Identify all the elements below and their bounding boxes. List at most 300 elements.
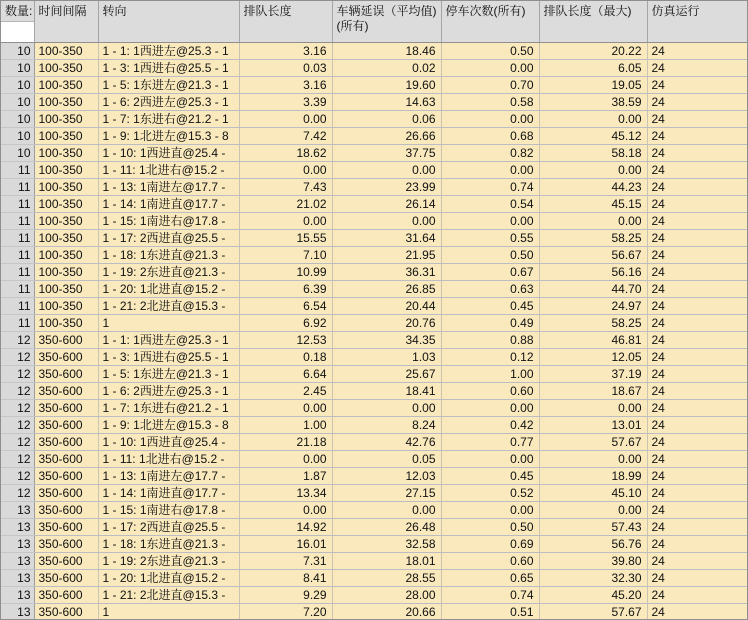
table-row[interactable]: [1, 400, 748, 417]
time-interval-cell[interactable]: 350-600: [34, 349, 98, 366]
vehicle-delay-cell[interactable]: 26.85: [332, 281, 441, 298]
queue-length-cell[interactable]: 12.53: [239, 332, 332, 349]
vehicle-delay-cell[interactable]: 1.03: [332, 349, 441, 366]
stops-count-cell[interactable]: 0.82: [441, 145, 539, 162]
vehicle-delay-cell[interactable]: 27.15: [332, 485, 441, 502]
stops-count-cell[interactable]: 0.52: [441, 485, 539, 502]
queue-length-max-cell[interactable]: 39.80: [539, 553, 647, 570]
stops-count-cell[interactable]: 0.00: [441, 502, 539, 519]
turn-cell[interactable]: 1 - 13: 1南进左@17.7 -: [98, 179, 239, 196]
vehicle-delay-cell[interactable]: 21.95: [332, 247, 441, 264]
time-interval-cell[interactable]: 350-600: [34, 570, 98, 587]
row-number-cell[interactable]: 13: [1, 502, 34, 519]
queue-length-cell[interactable]: 2.45: [239, 383, 332, 400]
queue-length-cell[interactable]: 0.00: [239, 111, 332, 128]
row-number-cell[interactable]: 12: [1, 468, 34, 485]
row-number-cell[interactable]: 11: [1, 298, 34, 315]
vehicle-delay-cell[interactable]: 20.44: [332, 298, 441, 315]
queue-length-cell[interactable]: 0.03: [239, 60, 332, 77]
table-row[interactable]: [1, 417, 748, 434]
time-interval-cell[interactable]: 350-600: [34, 536, 98, 553]
turn-cell[interactable]: 1 - 18: 1东进直@21.3 -: [98, 247, 239, 264]
queue-length-cell[interactable]: 16.01: [239, 536, 332, 553]
queue-length-max-cell[interactable]: 56.76: [539, 536, 647, 553]
time-interval-cell[interactable]: 100-350: [34, 196, 98, 213]
simulation-runs-cell[interactable]: 24: [647, 247, 748, 264]
vehicle-delay-cell[interactable]: 26.48: [332, 519, 441, 536]
time-interval-cell[interactable]: 100-350: [34, 111, 98, 128]
vehicle-delay-cell[interactable]: 26.14: [332, 196, 441, 213]
turn-cell[interactable]: 1 - 1: 1西进左@25.3 - 1: [98, 332, 239, 349]
queue-length-max-cell[interactable]: 18.67: [539, 383, 647, 400]
vehicle-delay-cell[interactable]: 20.76: [332, 315, 441, 332]
queue-length-cell[interactable]: 6.39: [239, 281, 332, 298]
table-row[interactable]: [1, 162, 748, 179]
stops-count-cell[interactable]: 0.12: [441, 349, 539, 366]
stops-count-cell[interactable]: 0.74: [441, 179, 539, 196]
row-number-cell[interactable]: 11: [1, 213, 34, 230]
row-number-cell[interactable]: 12: [1, 485, 34, 502]
queue-length-cell[interactable]: 9.29: [239, 587, 332, 604]
simulation-runs-cell[interactable]: 24: [647, 587, 748, 604]
row-number-cell[interactable]: 12: [1, 383, 34, 400]
table-row[interactable]: [1, 553, 748, 570]
stops-count-cell[interactable]: 0.60: [441, 553, 539, 570]
vehicle-delay-cell[interactable]: 12.03: [332, 468, 441, 485]
vehicle-delay-cell[interactable]: 31.64: [332, 230, 441, 247]
stops-count-cell[interactable]: 0.67: [441, 264, 539, 281]
turn-cell[interactable]: 1 - 9: 1北进左@15.3 - 8: [98, 417, 239, 434]
row-number-cell[interactable]: 11: [1, 230, 34, 247]
queue-length-max-cell[interactable]: 58.25: [539, 230, 647, 247]
vehicle-delay-cell[interactable]: 32.58: [332, 536, 441, 553]
simulation-runs-cell[interactable]: 24: [647, 213, 748, 230]
row-number-cell[interactable]: 13: [1, 536, 34, 553]
vehicle-delay-cell[interactable]: 19.60: [332, 77, 441, 94]
queue-length-max-cell[interactable]: 0.00: [539, 451, 647, 468]
stops-count-cell[interactable]: 0.58: [441, 94, 539, 111]
stops-count-cell[interactable]: 0.00: [441, 451, 539, 468]
vehicle-delay-cell[interactable]: 37.75: [332, 145, 441, 162]
row-number-cell[interactable]: 13: [1, 570, 34, 587]
queue-length-cell[interactable]: 10.99: [239, 264, 332, 281]
queue-length-cell[interactable]: 0.00: [239, 502, 332, 519]
stops-count-cell[interactable]: 0.65: [441, 570, 539, 587]
column-header-stops[interactable]: 停车次数(所有): [441, 1, 539, 43]
row-number-cell[interactable]: 10: [1, 60, 34, 77]
vehicle-delay-cell[interactable]: 34.35: [332, 332, 441, 349]
vehicle-delay-cell[interactable]: 8.24: [332, 417, 441, 434]
table-row[interactable]: [1, 230, 748, 247]
queue-length-cell[interactable]: 15.55: [239, 230, 332, 247]
vehicle-delay-cell[interactable]: 18.41: [332, 383, 441, 400]
time-interval-cell[interactable]: 350-600: [34, 519, 98, 536]
turn-cell[interactable]: 1 - 21: 2北进直@15.3 -: [98, 298, 239, 315]
time-interval-cell[interactable]: 100-350: [34, 281, 98, 298]
row-number-cell[interactable]: 10: [1, 111, 34, 128]
simulation-runs-cell[interactable]: 24: [647, 298, 748, 315]
row-number-cell[interactable]: 10: [1, 128, 34, 145]
queue-length-cell[interactable]: 0.00: [239, 451, 332, 468]
time-interval-cell[interactable]: 100-350: [34, 77, 98, 94]
queue-length-cell[interactable]: 8.41: [239, 570, 332, 587]
queue-length-max-cell[interactable]: 0.00: [539, 400, 647, 417]
stops-count-cell[interactable]: 0.68: [441, 128, 539, 145]
turn-cell[interactable]: 1 - 7: 1东进右@21.2 - 1: [98, 400, 239, 417]
queue-length-max-cell[interactable]: 0.00: [539, 162, 647, 179]
queue-length-max-cell[interactable]: 18.99: [539, 468, 647, 485]
queue-length-max-cell[interactable]: 56.67: [539, 247, 647, 264]
table-row[interactable]: [1, 366, 748, 383]
queue-length-cell[interactable]: 7.42: [239, 128, 332, 145]
turn-cell[interactable]: 1 - 20: 1北进直@15.2 -: [98, 570, 239, 587]
vehicle-delay-cell[interactable]: 25.67: [332, 366, 441, 383]
simulation-runs-cell[interactable]: 24: [647, 264, 748, 281]
row-number-cell[interactable]: 12: [1, 366, 34, 383]
vehicle-delay-cell[interactable]: 23.99: [332, 179, 441, 196]
row-number-cell[interactable]: 11: [1, 247, 34, 264]
queue-length-cell[interactable]: 0.18: [239, 349, 332, 366]
table-row[interactable]: [1, 502, 748, 519]
turn-cell[interactable]: 1 - 18: 1东进直@21.3 -: [98, 536, 239, 553]
turn-cell[interactable]: 1 - 14: 1南进直@17.7 -: [98, 485, 239, 502]
time-interval-cell[interactable]: 350-600: [34, 553, 98, 570]
simulation-runs-cell[interactable]: 24: [647, 145, 748, 162]
column-header-simulation-runs[interactable]: 仿真运行: [647, 1, 748, 43]
vehicle-delay-cell[interactable]: 0.00: [332, 400, 441, 417]
table-row[interactable]: [1, 349, 748, 366]
time-interval-cell[interactable]: 100-350: [34, 315, 98, 332]
table-row[interactable]: [1, 468, 748, 485]
turn-cell[interactable]: 1 - 21: 2北进直@15.3 -: [98, 587, 239, 604]
stops-count-cell[interactable]: 0.51: [441, 604, 539, 620]
queue-length-max-cell[interactable]: 45.20: [539, 587, 647, 604]
time-interval-cell[interactable]: 100-350: [34, 264, 98, 281]
stops-count-cell[interactable]: 0.42: [441, 417, 539, 434]
time-interval-cell[interactable]: 350-600: [34, 587, 98, 604]
queue-length-cell[interactable]: 7.10: [239, 247, 332, 264]
queue-length-max-cell[interactable]: 45.10: [539, 485, 647, 502]
row-number-cell[interactable]: 12: [1, 451, 34, 468]
time-interval-cell[interactable]: 350-600: [34, 383, 98, 400]
queue-length-max-cell[interactable]: 0.00: [539, 111, 647, 128]
turn-cell[interactable]: 1 - 7: 1东进右@21.2 - 1: [98, 111, 239, 128]
simulation-runs-cell[interactable]: 24: [647, 43, 748, 60]
queue-length-cell[interactable]: 6.54: [239, 298, 332, 315]
simulation-runs-cell[interactable]: 24: [647, 519, 748, 536]
simulation-runs-cell[interactable]: 24: [647, 315, 748, 332]
queue-length-cell[interactable]: 3.16: [239, 77, 332, 94]
turn-cell[interactable]: 1 - 10: 1西进直@25.4 -: [98, 434, 239, 451]
row-number-cell[interactable]: 12: [1, 332, 34, 349]
queue-length-max-cell[interactable]: 20.22: [539, 43, 647, 60]
vehicle-delay-cell[interactable]: 28.00: [332, 587, 441, 604]
row-number-cell[interactable]: 11: [1, 162, 34, 179]
stops-count-cell[interactable]: 0.55: [441, 230, 539, 247]
queue-length-max-cell[interactable]: 6.05: [539, 60, 647, 77]
queue-length-cell[interactable]: 13.34: [239, 485, 332, 502]
time-interval-cell[interactable]: 100-350: [34, 145, 98, 162]
queue-length-cell[interactable]: 18.62: [239, 145, 332, 162]
column-header-turn[interactable]: 转向: [98, 1, 239, 43]
queue-length-cell[interactable]: 3.16: [239, 43, 332, 60]
stops-count-cell[interactable]: 0.50: [441, 247, 539, 264]
queue-length-max-cell[interactable]: 0.00: [539, 213, 647, 230]
simulation-runs-cell[interactable]: 24: [647, 230, 748, 247]
time-interval-cell[interactable]: 350-600: [34, 604, 98, 620]
table-row[interactable]: [1, 298, 748, 315]
turn-cell[interactable]: 1 - 15: 1南进右@17.8 -: [98, 502, 239, 519]
row-number-cell[interactable]: 11: [1, 281, 34, 298]
table-row[interactable]: [1, 485, 748, 502]
simulation-runs-cell[interactable]: 24: [647, 332, 748, 349]
turn-cell[interactable]: 1 - 5: 1东进左@21.3 - 1: [98, 366, 239, 383]
vehicle-delay-cell[interactable]: 26.66: [332, 128, 441, 145]
stops-count-cell[interactable]: 0.70: [441, 77, 539, 94]
turn-cell[interactable]: 1 - 1: 1西进左@25.3 - 1: [98, 43, 239, 60]
queue-length-max-cell[interactable]: 45.15: [539, 196, 647, 213]
turn-cell[interactable]: 1 - 17: 2西进直@25.5 -: [98, 519, 239, 536]
time-interval-cell[interactable]: 350-600: [34, 485, 98, 502]
stops-count-cell[interactable]: 1.00: [441, 366, 539, 383]
vehicle-delay-cell[interactable]: 42.76: [332, 434, 441, 451]
time-interval-cell[interactable]: 100-350: [34, 60, 98, 77]
time-interval-cell[interactable]: 100-350: [34, 298, 98, 315]
stops-count-cell[interactable]: 0.00: [441, 162, 539, 179]
simulation-runs-cell[interactable]: 24: [647, 536, 748, 553]
row-number-cell[interactable]: 10: [1, 145, 34, 162]
row-number-cell[interactable]: 13: [1, 553, 34, 570]
queue-length-max-cell[interactable]: 58.18: [539, 145, 647, 162]
time-interval-cell[interactable]: 350-600: [34, 400, 98, 417]
table-row[interactable]: [1, 179, 748, 196]
time-interval-cell[interactable]: 350-600: [34, 366, 98, 383]
queue-length-cell[interactable]: 0.00: [239, 162, 332, 179]
turn-cell[interactable]: 1 - 3: 1西进右@25.5 - 1: [98, 349, 239, 366]
table-row[interactable]: [1, 451, 748, 468]
simulation-runs-cell[interactable]: 24: [647, 366, 748, 383]
row-number-cell[interactable]: 10: [1, 94, 34, 111]
simulation-runs-cell[interactable]: 24: [647, 111, 748, 128]
turn-cell[interactable]: 1: [98, 604, 239, 620]
simulation-runs-cell[interactable]: 24: [647, 383, 748, 400]
queue-length-max-cell[interactable]: 56.16: [539, 264, 647, 281]
turn-cell[interactable]: 1 - 6: 2西进左@25.3 - 1: [98, 94, 239, 111]
stops-count-cell[interactable]: 0.45: [441, 298, 539, 315]
turn-cell[interactable]: 1 - 6: 2西进左@25.3 - 1: [98, 383, 239, 400]
turn-cell[interactable]: 1 - 13: 1南进左@17.7 -: [98, 468, 239, 485]
table-row[interactable]: [1, 196, 748, 213]
vehicle-delay-cell[interactable]: 14.63: [332, 94, 441, 111]
row-number-cell[interactable]: 12: [1, 349, 34, 366]
queue-length-max-cell[interactable]: 37.19: [539, 366, 647, 383]
stops-count-cell[interactable]: 0.54: [441, 196, 539, 213]
turn-cell[interactable]: 1 - 11: 1北进右@15.2 -: [98, 451, 239, 468]
table-row[interactable]: [1, 111, 748, 128]
turn-cell[interactable]: 1 - 11: 1北进右@15.2 -: [98, 162, 239, 179]
simulation-runs-cell[interactable]: 24: [647, 451, 748, 468]
row-number-cell[interactable]: 10: [1, 43, 34, 60]
simulation-runs-cell[interactable]: 24: [647, 417, 748, 434]
row-number-cell[interactable]: 11: [1, 196, 34, 213]
table-row[interactable]: [1, 247, 748, 264]
time-interval-cell[interactable]: 100-350: [34, 179, 98, 196]
stops-count-cell[interactable]: 0.77: [441, 434, 539, 451]
queue-length-max-cell[interactable]: 12.05: [539, 349, 647, 366]
queue-length-cell[interactable]: 0.00: [239, 400, 332, 417]
table-row[interactable]: [1, 434, 748, 451]
table-row[interactable]: [1, 213, 748, 230]
queue-length-max-cell[interactable]: 44.70: [539, 281, 647, 298]
queue-length-cell[interactable]: 14.92: [239, 519, 332, 536]
row-number-cell[interactable]: 12: [1, 417, 34, 434]
simulation-runs-cell[interactable]: 24: [647, 468, 748, 485]
simulation-runs-cell[interactable]: 24: [647, 553, 748, 570]
table-row[interactable]: [1, 604, 748, 620]
queue-length-max-cell[interactable]: 24.97: [539, 298, 647, 315]
queue-length-cell[interactable]: 7.31: [239, 553, 332, 570]
time-interval-cell[interactable]: 100-350: [34, 128, 98, 145]
vehicle-delay-cell[interactable]: 0.00: [332, 213, 441, 230]
vehicle-delay-cell[interactable]: 36.31: [332, 264, 441, 281]
stops-count-cell[interactable]: 0.60: [441, 383, 539, 400]
queue-length-cell[interactable]: 7.43: [239, 179, 332, 196]
simulation-runs-cell[interactable]: 24: [647, 94, 748, 111]
simulation-runs-cell[interactable]: 24: [647, 281, 748, 298]
turn-cell[interactable]: 1 - 20: 1北进直@15.2 -: [98, 281, 239, 298]
vehicle-delay-cell[interactable]: 0.02: [332, 60, 441, 77]
table-row[interactable]: [1, 315, 748, 332]
queue-length-max-cell[interactable]: 45.12: [539, 128, 647, 145]
queue-length-max-cell[interactable]: 38.59: [539, 94, 647, 111]
row-number-cell[interactable]: 13: [1, 587, 34, 604]
table-row[interactable]: [1, 281, 748, 298]
turn-cell[interactable]: 1 - 10: 1西进直@25.4 -: [98, 145, 239, 162]
table-row[interactable]: [1, 383, 748, 400]
time-interval-cell[interactable]: 100-350: [34, 213, 98, 230]
row-number-cell[interactable]: 10: [1, 77, 34, 94]
table-row[interactable]: [1, 519, 748, 536]
simulation-runs-cell[interactable]: 24: [647, 77, 748, 94]
vehicle-delay-cell[interactable]: 20.66: [332, 604, 441, 620]
queue-length-cell[interactable]: 7.20: [239, 604, 332, 620]
queue-length-cell[interactable]: 21.02: [239, 196, 332, 213]
turn-cell[interactable]: 1 - 3: 1西进右@25.5 - 1: [98, 60, 239, 77]
time-interval-cell[interactable]: 350-600: [34, 451, 98, 468]
row-number-cell[interactable]: 12: [1, 434, 34, 451]
stops-count-cell[interactable]: 0.00: [441, 213, 539, 230]
column-header-queue-length[interactable]: 排队长度: [239, 1, 332, 43]
queue-length-max-cell[interactable]: 46.81: [539, 332, 647, 349]
queue-length-cell[interactable]: 0.00: [239, 213, 332, 230]
row-number-cell[interactable]: 11: [1, 179, 34, 196]
turn-cell[interactable]: 1 - 19: 2东进直@21.3 -: [98, 553, 239, 570]
time-interval-cell[interactable]: 100-350: [34, 247, 98, 264]
simulation-runs-cell[interactable]: 24: [647, 604, 748, 620]
turn-cell[interactable]: 1 - 19: 2东进直@21.3 -: [98, 264, 239, 281]
vehicle-delay-cell[interactable]: 18.01: [332, 553, 441, 570]
simulation-runs-cell[interactable]: 24: [647, 60, 748, 77]
stops-count-cell[interactable]: 0.50: [441, 43, 539, 60]
stops-count-cell[interactable]: 0.63: [441, 281, 539, 298]
simulation-runs-cell[interactable]: 24: [647, 179, 748, 196]
simulation-runs-cell[interactable]: 24: [647, 128, 748, 145]
table-row[interactable]: [1, 587, 748, 604]
turn-cell[interactable]: 1 - 5: 1东进左@21.3 - 1: [98, 77, 239, 94]
simulation-runs-cell[interactable]: 24: [647, 502, 748, 519]
time-interval-cell[interactable]: 100-350: [34, 43, 98, 60]
stops-count-cell[interactable]: 0.69: [441, 536, 539, 553]
turn-cell[interactable]: 1 - 15: 1南进右@17.8 -: [98, 213, 239, 230]
stops-count-cell[interactable]: 0.88: [441, 332, 539, 349]
simulation-runs-cell[interactable]: 24: [647, 570, 748, 587]
time-interval-cell[interactable]: 350-600: [34, 434, 98, 451]
turn-cell[interactable]: 1 - 17: 2西进直@25.5 -: [98, 230, 239, 247]
row-number-cell[interactable]: 11: [1, 264, 34, 281]
time-interval-cell[interactable]: 350-600: [34, 468, 98, 485]
table-row[interactable]: [1, 77, 748, 94]
stops-count-cell[interactable]: 0.74: [441, 587, 539, 604]
time-interval-cell[interactable]: 100-350: [34, 162, 98, 179]
stops-count-cell[interactable]: 0.49: [441, 315, 539, 332]
turn-cell[interactable]: 1 - 14: 1南进直@17.7 -: [98, 196, 239, 213]
row-number-cell[interactable]: 12: [1, 400, 34, 417]
table-row[interactable]: [1, 536, 748, 553]
queue-length-cell[interactable]: 6.64: [239, 366, 332, 383]
column-header-vehicle-delay[interactable]: 车辆延误（平均值) (所有): [332, 1, 441, 43]
queue-length-max-cell[interactable]: 57.43: [539, 519, 647, 536]
queue-length-cell[interactable]: 1.87: [239, 468, 332, 485]
queue-length-max-cell[interactable]: 58.25: [539, 315, 647, 332]
stops-count-cell[interactable]: 0.00: [441, 111, 539, 128]
vehicle-delay-cell[interactable]: 0.00: [332, 162, 441, 179]
time-interval-cell[interactable]: 100-350: [34, 230, 98, 247]
table-row[interactable]: [1, 43, 748, 60]
queue-length-max-cell[interactable]: 44.23: [539, 179, 647, 196]
stops-count-cell[interactable]: 0.00: [441, 400, 539, 417]
queue-length-cell[interactable]: 21.18: [239, 434, 332, 451]
table-row[interactable]: [1, 128, 748, 145]
turn-cell[interactable]: 1: [98, 315, 239, 332]
row-number-cell[interactable]: 13: [1, 604, 34, 620]
vehicle-delay-cell[interactable]: 0.05: [332, 451, 441, 468]
stops-count-cell[interactable]: 0.45: [441, 468, 539, 485]
queue-length-cell[interactable]: 1.00: [239, 417, 332, 434]
queue-length-max-cell[interactable]: 0.00: [539, 502, 647, 519]
time-interval-cell[interactable]: 350-600: [34, 332, 98, 349]
vehicle-delay-cell[interactable]: 18.46: [332, 43, 441, 60]
queue-length-max-cell[interactable]: 57.67: [539, 434, 647, 451]
row-number-cell[interactable]: 11: [1, 315, 34, 332]
simulation-runs-cell[interactable]: 24: [647, 196, 748, 213]
stops-count-cell[interactable]: 0.50: [441, 519, 539, 536]
simulation-runs-cell[interactable]: 24: [647, 162, 748, 179]
table-row[interactable]: [1, 264, 748, 281]
queue-length-max-cell[interactable]: 32.30: [539, 570, 647, 587]
time-interval-cell[interactable]: 100-350: [34, 94, 98, 111]
simulation-runs-cell[interactable]: 24: [647, 434, 748, 451]
table-row[interactable]: [1, 60, 748, 77]
column-header-time-interval[interactable]: 时间间隔: [34, 1, 98, 43]
table-row[interactable]: [1, 94, 748, 111]
table-row[interactable]: [1, 570, 748, 587]
queue-length-cell[interactable]: 6.92: [239, 315, 332, 332]
queue-length-cell[interactable]: 3.39: [239, 94, 332, 111]
stops-count-cell[interactable]: 0.00: [441, 60, 539, 77]
time-interval-cell[interactable]: 350-600: [34, 417, 98, 434]
table-row[interactable]: [1, 145, 748, 162]
queue-length-max-cell[interactable]: 13.01: [539, 417, 647, 434]
